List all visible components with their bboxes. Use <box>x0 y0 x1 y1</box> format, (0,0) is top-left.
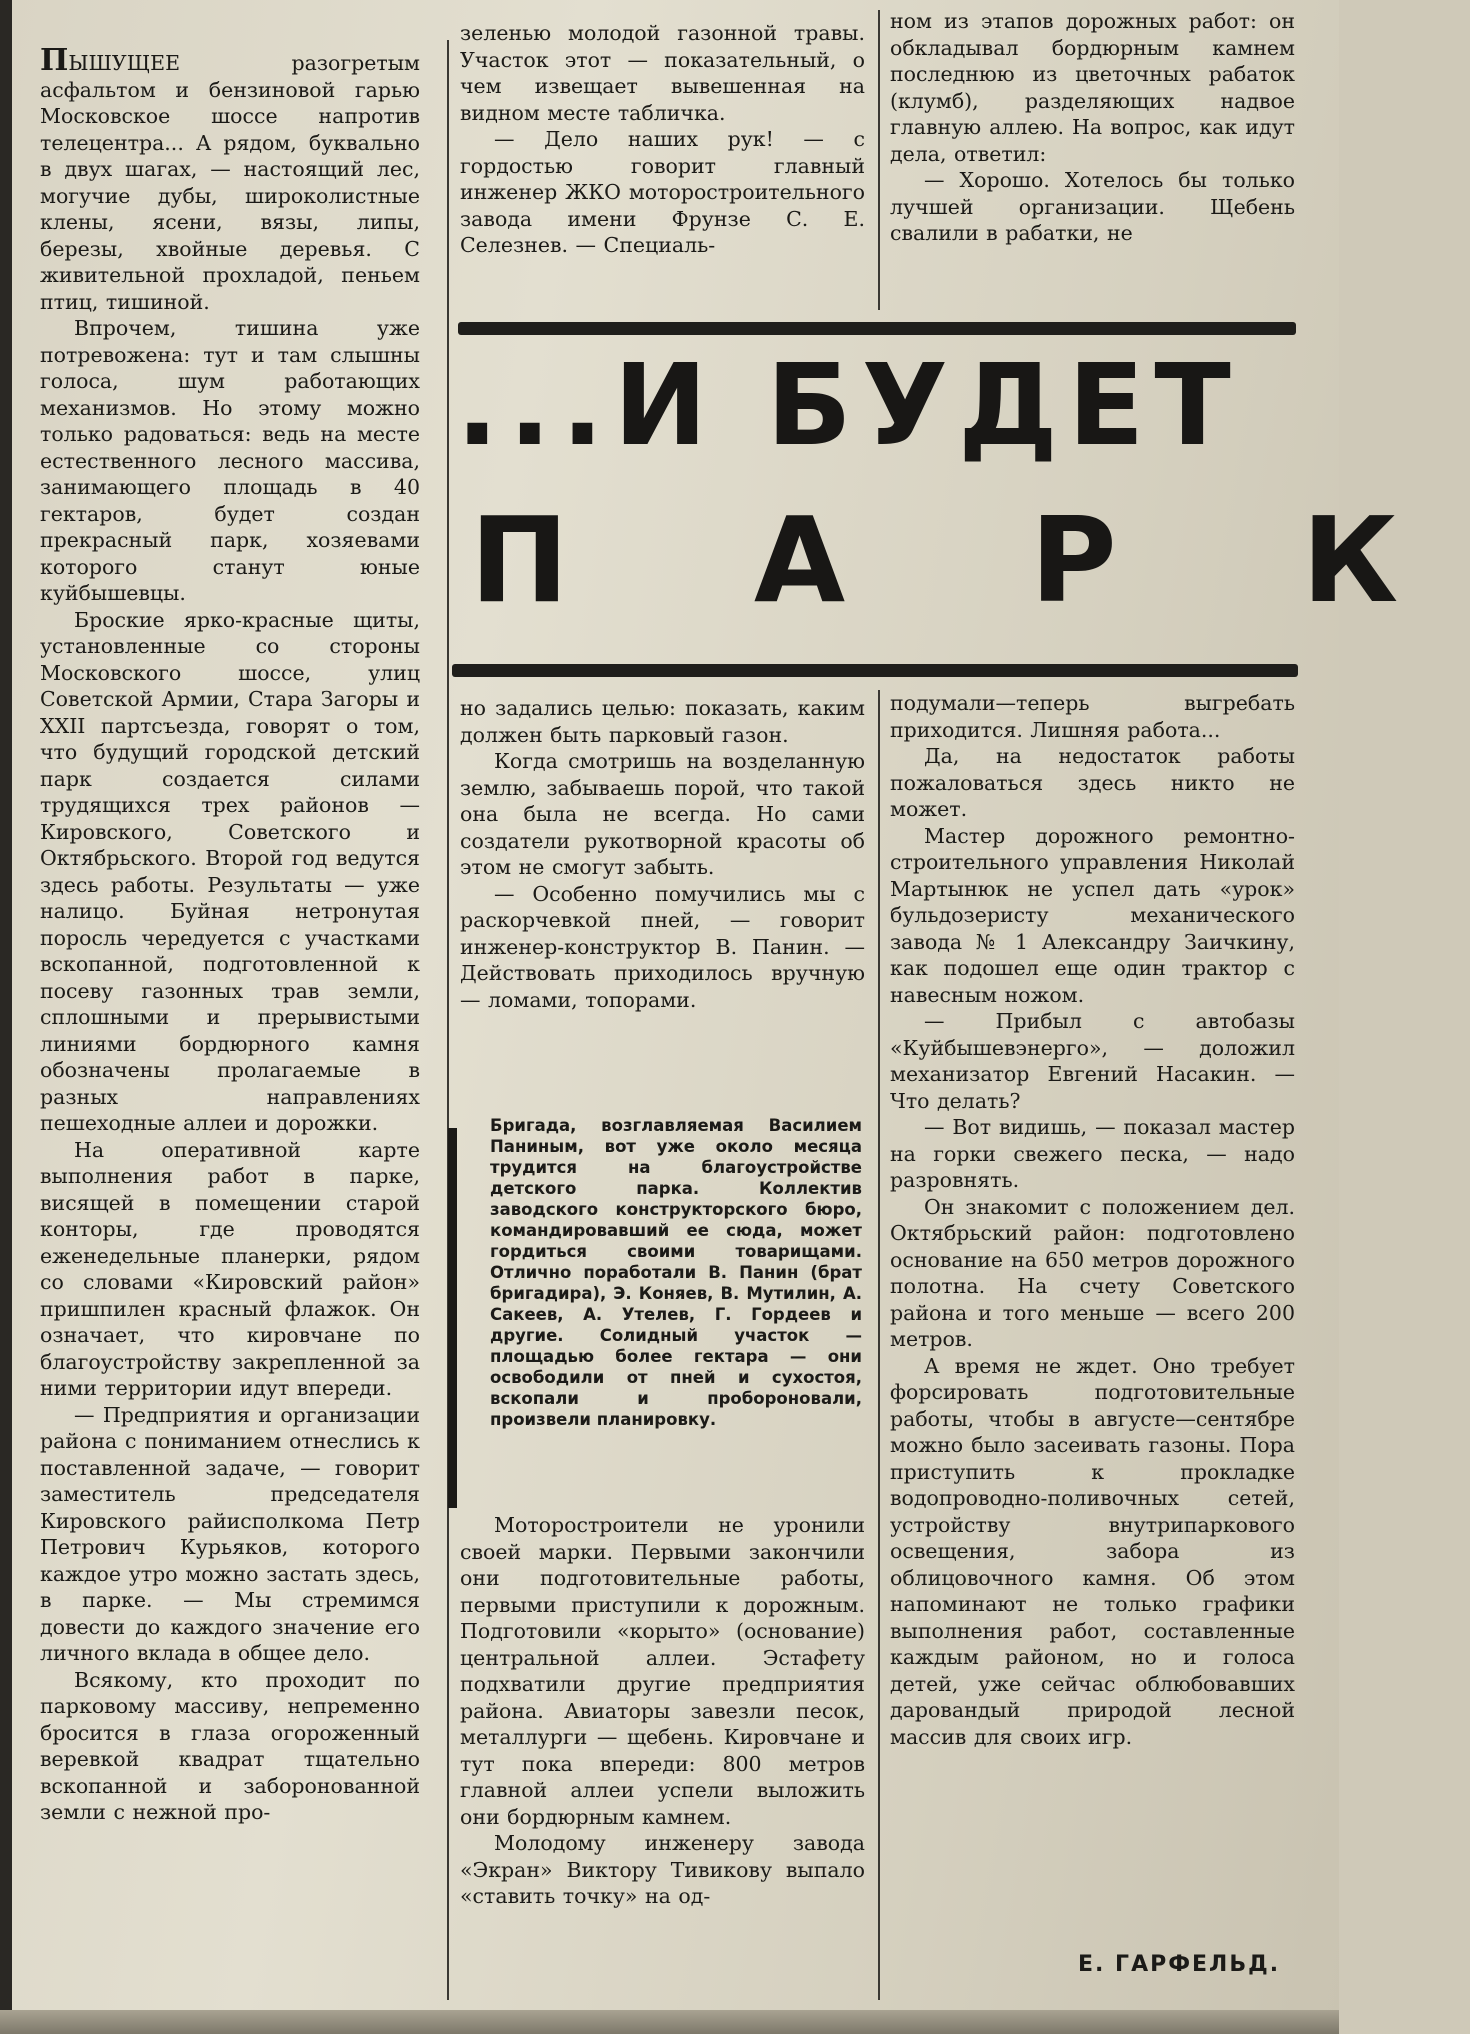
column-1-paragraph-3: На оперативной карте выполнения работ в парке, висящей в помещении старой конторы, где проводятся еженедельные планерки, рядом со словами «Кировский район» пришпилен красный флажок. Он означает, что кировчане по благоустройству закрепленной за ними территории идут впереди. <box>40 1137 420 1400</box>
page-bottom-shadow <box>0 2010 1339 2034</box>
headline-rule-bottom <box>452 664 1298 677</box>
column-divider-1 <box>447 40 449 2000</box>
column-3-bottom-paragraph-3: — Прибыл с автобазы «Куйбышевэнерго», — доложил механизатор Евгений Насакин. — Что делать? <box>890 1009 1295 1113</box>
column-1-paragraph-1: Впрочем, тишина уже потревожена: тут и там слышны голоса, шум работающих механизмов. Но этому можно только радоваться: ведь на месте естественного лесного массива, занимающего площадь в 40 гектаров, будет создан прекрасный парк, хозяевами которого станут юные куйбышевцы. <box>40 316 420 605</box>
column-3-bottom-paragraph-4: — Вот видишь, — показал мастер на горки свежего песка, — надо разровнять. <box>890 1115 1295 1192</box>
headline-rule-top <box>458 322 1296 335</box>
column-3-bottom-paragraph-2: Мастер дорожного ремонтно-строительного управления Николай Мартынюк не успел дать «урок» бульдозеристу механического завода № 1 Александру Заичкину, как подошел еще один трактор с навесным ножом. <box>890 823 1295 1007</box>
column-1-paragraph-0 <box>40 43 420 315</box>
column-1-paragraph-0-text: ЫШУЩЕЕ разогретым асфальтом и бензиновой гарью Московское шоссе напротив телецентра... А рядом, буквально в двух шагах, — настоящий лес, могучие дубы, широколистные клены, ясени, вязы, липы, березы, хвойные деревья. С живительной прохладой, пеньем птиц, тишиной. <box>40 51 420 314</box>
headline-line-1: ...И БУДЕТ <box>456 341 1241 471</box>
page-left-shadow <box>0 0 12 2034</box>
column-3-top-paragraph-0: ном из этапов дорожных работ: он обкладывал бордюрным камнем последнюю из цветочных рабаток (клумб), разделяющих надвое главную аллею. На вопрос, как идут дела, ответил: <box>890 9 1295 166</box>
boxed-note-bar <box>448 1128 457 1508</box>
column-3-top-paragraph-1: — Хорошо. Хотелось бы только лучшей организации. Щебень свалили в рабатки, не <box>890 168 1295 245</box>
article-column-2-top <box>460 20 865 259</box>
column-2-after-box-paragraph-1: Молодому инженеру завода «Экран» Виктору Тивикову выпало «ставить точку» на од- <box>460 1831 865 1908</box>
boxed-note: Бригада, возглавляемая Василием Паниным, вот уже около месяца трудится на благоустройстве детского парка. Коллектив заводского конструкторского бюро, командировавший ее сюда, может гордиться своими товарищами. Отлично поработали В. Панин (брат бригадира), Э. Коняев, В. Мутилин, А. Сакеев, А. Утелев, Г. Гордеев и другие. Солидный участок — площадью более гектара — они освободили от пней и сухостоя, вскопали и пробороновали, произвели планировку. <box>490 1116 862 1429</box>
column-divider-2-top <box>878 10 880 310</box>
column-2-top-paragraph-1: — Дело наших рук! — с гордостью говорит главный инженер ЖКО моторостроительного завода имени Фрунзе С. Е. Селезнев. — Специаль- <box>460 127 865 257</box>
article-column-3-top <box>890 8 1295 247</box>
dropcap-letter: П <box>40 43 69 78</box>
article-column-2-after-box <box>460 1512 865 1910</box>
article-column-3-bottom <box>890 690 1295 1750</box>
column-2-after-box-paragraph-0: Моторостроители не уронили своей марки. Первыми закончили они подготовительные работы, первыми приступили к дорожным. Подготовили «корыто» (основание) центральной аллеи. Эстафету подхватили другие предприятия района. Авиаторы завезли песок, металлурги — щебень. Кировчане и тут пока впереди: 800 метров главной аллеи успели выложить они бордюрным камнем. <box>460 1513 865 1829</box>
column-2-bottom-paragraph-0: но задались целью: показать, каким должен быть парковый газон. <box>460 696 865 747</box>
column-3-bottom-paragraph-1: Да, на недостаток работы пожаловаться здесь никто не может. <box>890 744 1295 821</box>
column-1-paragraph-5: Всякому, кто проходит по парковому массиву, непременно бросится в глаза огороженный веревкой квадрат тщательно вскопанной и заборонованной земли с нежной про- <box>40 1667 420 1824</box>
column-3-bottom-paragraph-6: А время не ждет. Оно требует форсировать подготовительные работы, чтобы в августе—сентябре можно было засеивать газоны. Пора приступить к прокладке водопроводно-поливочных сетей, устройству внутрипаркового освещения, забора из облицовочного камня. Об этом напоминают не только графики выполнения работ, составленные каждым районом, но и голоса детей, уже сейчас облюбовавших даровандый природой лесной массив для своих игр. <box>890 1353 1295 1749</box>
column-divider-2-bottom <box>878 690 880 2000</box>
headline-line-2: П А Р К <box>470 491 1470 629</box>
article-column-2-bottom <box>460 695 865 1013</box>
author-byline: Е. ГАРФЕЛЬД. <box>1078 1952 1281 1977</box>
column-2-bottom-paragraph-2: — Особенно помучились мы с раскорчевкой пней, — говорит инженер-конструктор В. Панин. — Действовать приходилось вручную — ломами, топорами. <box>460 881 865 1012</box>
column-1-paragraph-2: Броские ярко-красные щиты, установленные со стороны Московского шоссе, улиц Советской Армии, Стара Загоры и XXII партсъезда, говорят о том, что будущий городской детский парк создается силами трудящихся трех районов — Кировского, Советского и Октябрьского. Второй год ведутся здесь работы. Результаты — уже налицо. Буйная нетронутая поросль чередуется с участками вскопанной, подготовленной к посеву газонных трав земли, сплошными и прерывистыми линиями бордюрного камня обозначены пролагаемые в разных направлениях пешеходные аллеи и дорожки. <box>40 607 420 1135</box>
column-1-paragraph-4: — Предприятия и организации района с пониманием отнеслись к поставленной задаче, — говорит заместитель председателя Кировского райисполкома Петр Петрович Курьяков, которого каждое утро можно застать здесь, в парке. — Мы стремимся довести до каждого значение его личного вклада в общее дело. <box>40 1402 420 1665</box>
article-column-1 <box>40 43 420 1826</box>
column-3-bottom-paragraph-0: подумали—теперь выгребать приходится. Лишняя работа... <box>890 691 1295 742</box>
column-2-bottom-paragraph-1: Когда смотришь на возделанную землю, забываешь порой, что такой она была не всегда. Но сами создатели рукотворной красоты об этом не смогут забыть. <box>460 749 865 879</box>
column-3-bottom-paragraph-5: Он знакомит с положением дел. Октябрьский район: подготовлено основание на 650 метров дорожного полотна. На счету Советского района и того меньше — всего 200 метров. <box>890 1194 1295 1351</box>
column-2-top-paragraph-0: зеленью молодой газонной травы. Участок этот — показательный, о чем извещает вывешенная на видном месте табличка. <box>460 21 865 125</box>
